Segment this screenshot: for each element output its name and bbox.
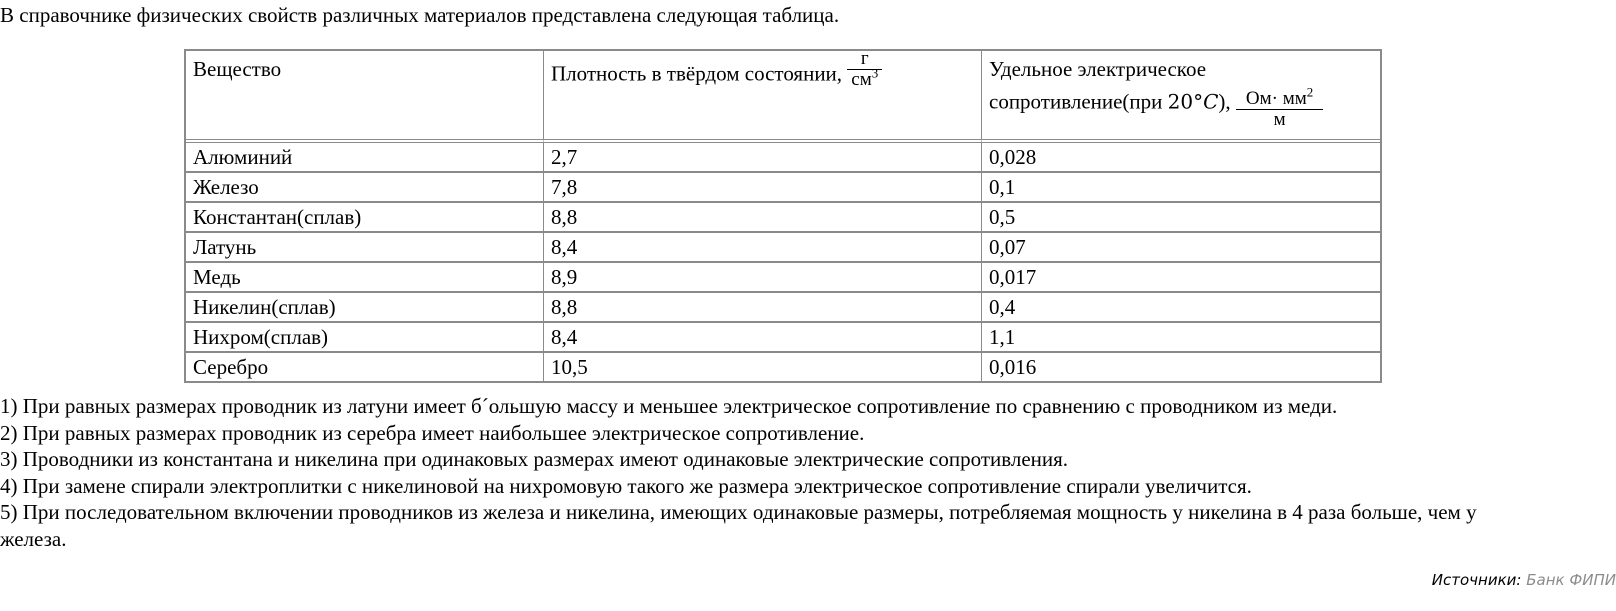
- cell-resistivity: 0,5: [982, 203, 1380, 233]
- header-density-label: Плотность в твёрдом состоянии,: [551, 61, 848, 86]
- table-header-row: [186, 51, 1380, 143]
- header-resistivity-close: ),: [1218, 89, 1236, 114]
- cell-density: 2,7: [544, 143, 982, 173]
- cell-density: 8,8: [544, 203, 982, 233]
- cell-density: 8,4: [544, 323, 982, 353]
- density-unit-numerator: г: [847, 49, 882, 70]
- header-substance-label: Вещество: [193, 57, 282, 81]
- cell-substance: Серебро: [186, 353, 544, 381]
- resistivity-unit-numerator: [1236, 84, 1323, 110]
- temperature-degrees: 20°: [1167, 89, 1204, 114]
- cell-density: 7,8: [544, 173, 982, 203]
- intro-text: В справочнике физических свойств различных материалов представлена следующая таблица.: [0, 3, 840, 27]
- sources-label: Источники:: [1431, 571, 1527, 589]
- sources-line: [1432, 570, 1616, 590]
- cell-substance: Алюминий: [186, 143, 544, 173]
- sources-link[interactable]: Банк ФИПИ: [1526, 571, 1616, 589]
- cell-resistivity: 1,1: [982, 323, 1380, 353]
- cell-resistivity: 0,1: [982, 173, 1380, 203]
- statement-item: 4) При замене спирали электроплитки с никелиновой на нихромовую такого же размера электрическое сопротивление спирали увеличится.: [0, 473, 1252, 498]
- cell-resistivity: 0,4: [982, 293, 1380, 323]
- header-density: [544, 48, 982, 143]
- cell-substance: Никелин(сплав): [186, 293, 544, 323]
- table-row: [186, 233, 1380, 263]
- resistivity-unit-fraction: [1236, 84, 1323, 130]
- table-row: [186, 173, 1380, 203]
- cell-substance: Медь: [186, 263, 544, 293]
- cell-substance: Нихром(сплав): [186, 323, 544, 353]
- cell-density: 8,4: [544, 233, 982, 263]
- header-substance: [186, 51, 544, 143]
- statement-item: 2) При равных размерах проводник из серебра имеет наибольшее электрическое сопротивление.: [0, 420, 865, 445]
- cell-resistivity: 0,07: [982, 233, 1380, 263]
- statement-item: 1) При равных размерах проводник из латуни имеет б´ольшую массу и меньшее электрическое сопротивление по сравнению с проводником из меди.: [0, 394, 1338, 418]
- statement-item: 3) Проводники из константана и никелина при одинаковых размерах имеют одинаковые электрические сопротивления.: [0, 447, 1069, 471]
- resistivity-unit-num-exponent: 2: [1306, 84, 1314, 100]
- density-unit-den-exponent: 3: [871, 65, 879, 81]
- cell-resistivity: 0,017: [982, 263, 1380, 293]
- materials-table-container: [184, 49, 1382, 383]
- cell-substance: Латунь: [186, 233, 544, 263]
- materials-table: [184, 49, 1382, 383]
- cell-density: 8,8: [544, 293, 982, 323]
- table-row: [186, 263, 1380, 293]
- resistivity-unit-num-base: Ом· мм: [1245, 88, 1307, 109]
- header-resistivity-line2: [989, 83, 1373, 130]
- header-resistivity-label: сопротивление(при: [989, 89, 1168, 114]
- table-row: [186, 203, 1380, 233]
- table-row: [186, 323, 1380, 353]
- cell-substance: Константан(сплав): [186, 203, 544, 233]
- density-unit-denominator: [847, 65, 882, 90]
- cell-resistivity: 0,016: [989, 355, 1037, 379]
- density-unit-fraction: [847, 49, 882, 90]
- statement-item: 5) При последовательном включении проводников из железа и никелина, имеющих одинаковые размеры, потребляемая мощность у никелина в 4 раза больше, чем у железа.: [0, 500, 1477, 551]
- cell-density: 10,5: [544, 353, 982, 381]
- header-resistivity: [982, 51, 1380, 143]
- cell-resistivity: 0,028: [982, 143, 1380, 173]
- table-row: [186, 143, 1380, 173]
- cell-substance: Железо: [186, 173, 544, 203]
- table-row: [186, 353, 1380, 381]
- statements-list: [0, 393, 1540, 552]
- resistivity-unit-denominator: м: [1273, 109, 1286, 130]
- header-resistivity-line1: Удельное электрическое: [989, 57, 1207, 81]
- temperature-unit: C: [1203, 89, 1219, 114]
- density-unit-den-base: см: [851, 69, 872, 90]
- table-row: [186, 293, 1380, 323]
- temperature-value: [1168, 89, 1219, 113]
- cell-density: 8,9: [544, 263, 982, 293]
